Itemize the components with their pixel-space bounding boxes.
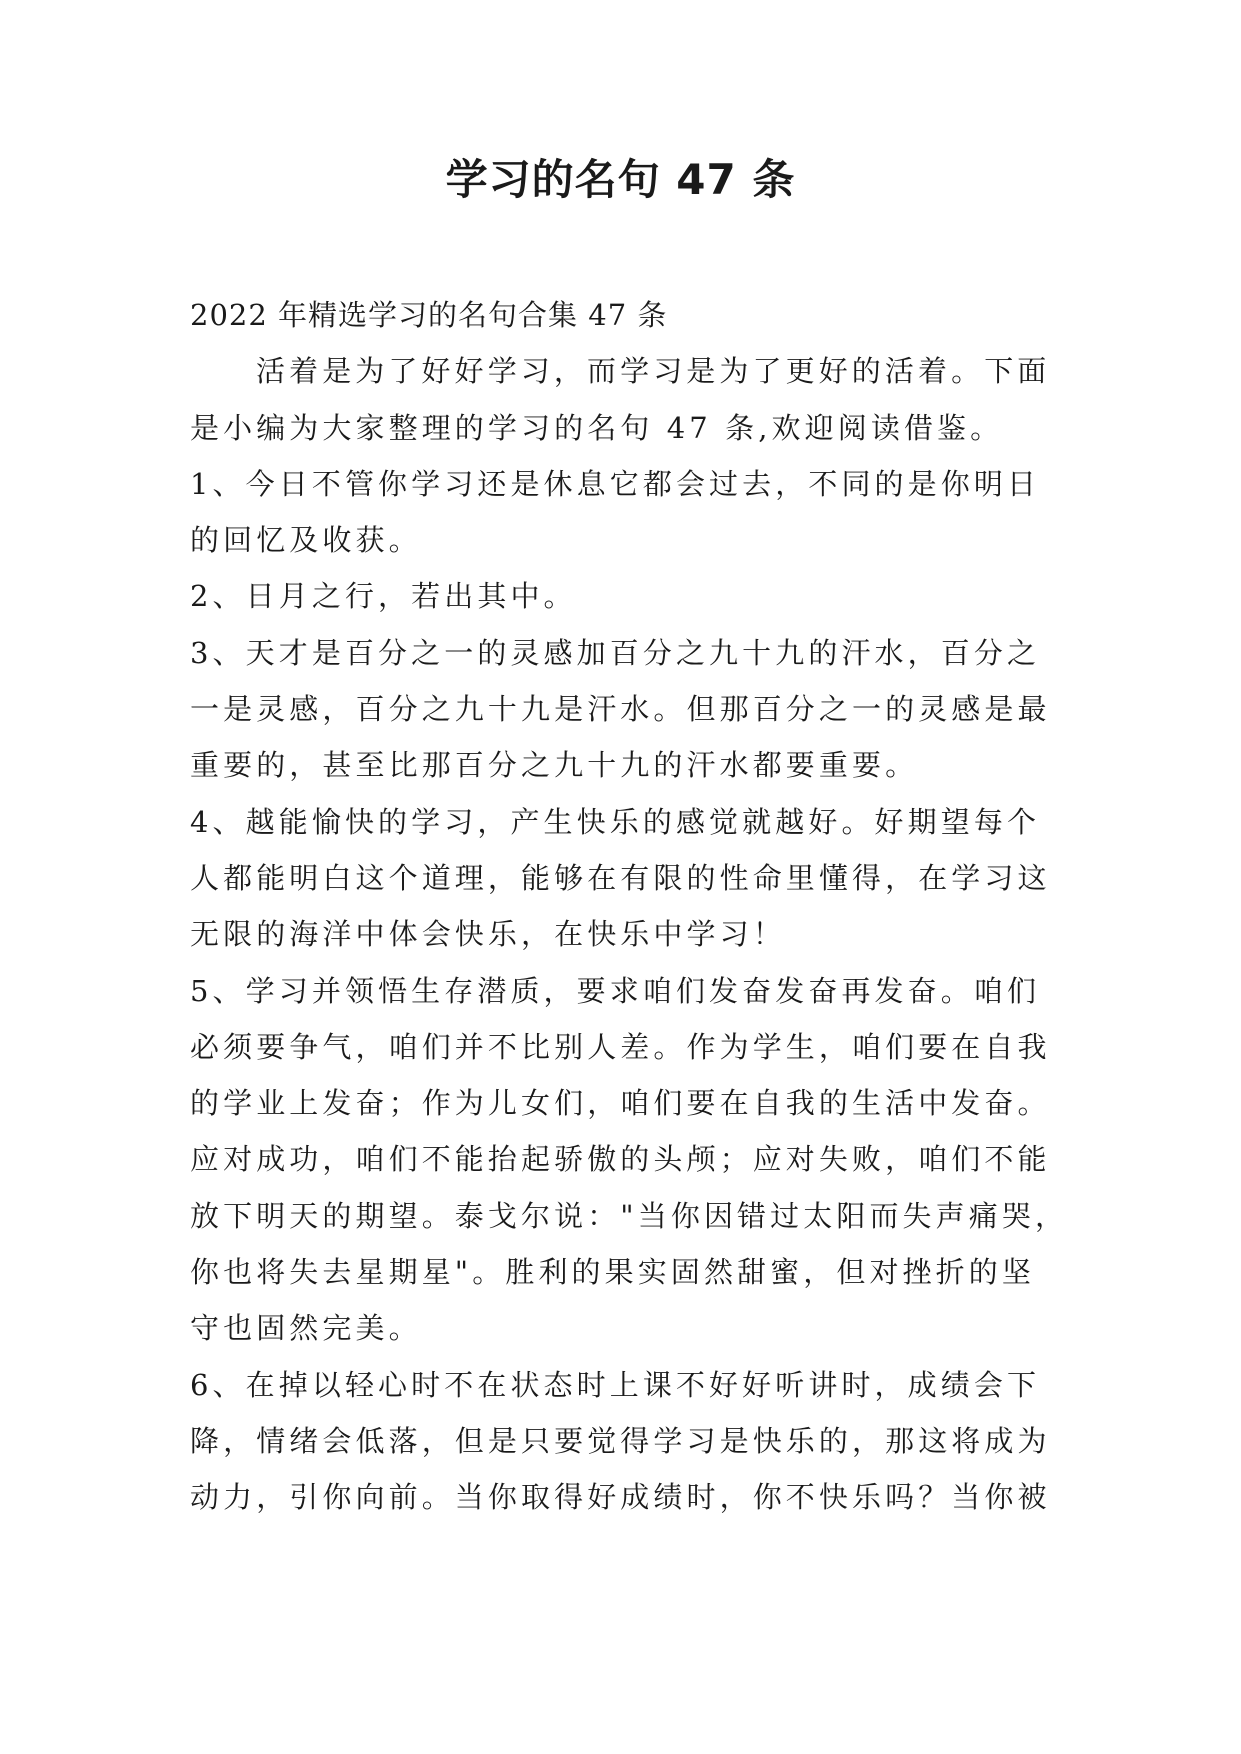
quote-line: 必须要争气，咱们并不比别人差。作为学生，咱们要在自我: [190, 1029, 1051, 1064]
quote-line: 一是灵感，百分之九十九是汗水。但那百分之一的灵感是最: [190, 692, 1051, 727]
quote-line: 2、日月之行，若出其中。: [190, 579, 577, 614]
quote-line: 重要的，甚至比那百分之九十九的汗水都要重要。: [190, 748, 919, 783]
quote-line: 应对成功，咱们不能抬起骄傲的头颅；应对失败，咱们不能: [190, 1142, 1051, 1177]
intro-line: 是小编为大家整理的学习的名句 47 条,欢迎阅读借鉴。: [190, 410, 1004, 445]
document-body: [190, 287, 1069, 1526]
quote-line: 6、在掉以轻心时不在状态时上课不好好听讲时，成绩会下: [190, 1367, 1041, 1402]
quote-line: 守也固然完美。: [190, 1311, 422, 1346]
quote-line: 无限的海洋中体会快乐，在快乐中学习！: [190, 917, 786, 952]
quote-line: 4、越能愉快的学习，产生快乐的感觉就越好。好期望每个: [190, 804, 1041, 839]
quote-line: 1、今日不管你学习还是休息它都会过去，不同的是你明日: [190, 466, 1041, 501]
quote-line: 5、学习并领悟生存潜质，要求咱们发奋发奋再发奋。咱们: [190, 973, 1041, 1008]
quote-line: 你也将失去星期星"。胜利的果实固然甜蜜，但对挫折的坚: [190, 1255, 1035, 1290]
quote-line: 降，情绪会低落，但是只要觉得学习是快乐的，那这将成为: [190, 1423, 1051, 1458]
quote-line: 3、天才是百分之一的灵感加百分之九十九的汗水，百分之: [190, 635, 1041, 670]
quote-line: 人都能明白这个道理，能够在有限的性命里懂得，在学习这: [190, 860, 1051, 895]
quote-line: 动力，引你向前。当你取得好成绩时，你不快乐吗？当你被: [190, 1480, 1051, 1515]
quote-line: 的回忆及收获。: [190, 523, 422, 558]
quote-line: 放下明天的期望。泰戈尔说："当你因错过太阳而失声痛哭，: [190, 1198, 1069, 1233]
document-title: 学习的名句 47 条: [445, 155, 796, 204]
quote-line: 的学业上发奋；作为儿女们，咱们要在自我的生活中发奋。: [190, 1086, 1051, 1121]
document-subtitle: 2022 年精选学习的名句合集 47 条: [190, 298, 668, 332]
intro-line: 活着是为了好好学习，而学习是为了更好的活着。下面: [256, 354, 1051, 389]
